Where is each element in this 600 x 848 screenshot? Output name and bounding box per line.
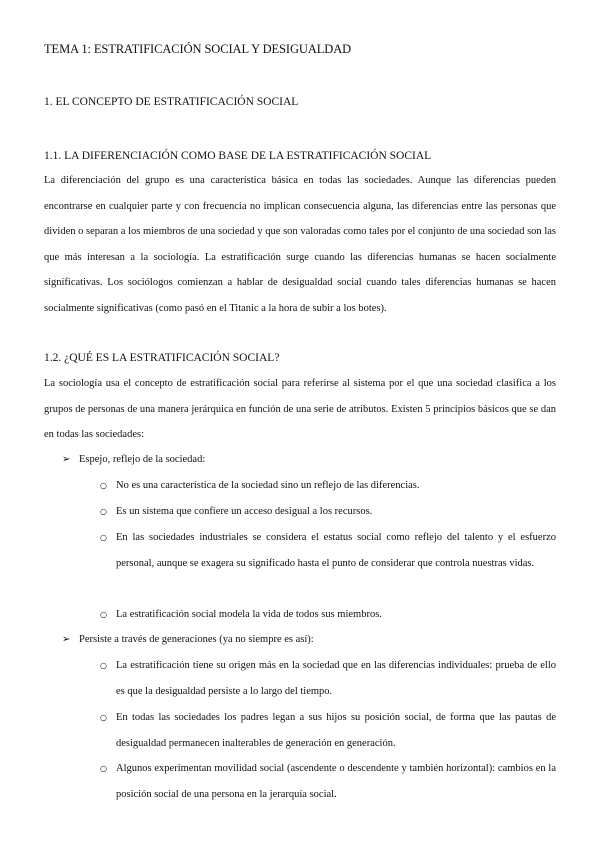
principle-label: Persiste a través de generaciones (ya no siempre es así): [79,634,314,645]
list-item-text: La estratificación social modela la vida de todos sus miembros. [116,609,382,620]
subsection-heading-1-1: 1.1. LA DIFERENCIACIÓN COMO BASE DE LA ESTRATIFICACIÓN SOCIAL [44,150,432,162]
list-item [100,653,556,704]
list-item-text: La estratificación tiene su origen más en la sociedad que en las diferencias individuales: prueba de ello es que la desigualdad persiste a lo largo del tiempo. [116,660,556,697]
document-title: TEMA 1: ESTRATIFICACIÓN SOCIAL Y DESIGUALDAD [44,42,352,56]
section-heading-1: 1. EL CONCEPTO DE ESTRATIFICACIÓN SOCIAL [44,96,299,108]
paragraph-diferenciacion: La diferenciación del grupo es una característica básica en todas las sociedades. Aunque las diferencias pueden encontrarse en cualquier parte y con frecuencia no implican consecuencia alguna, las diferencias entre las personas que dividen o separan a los miembros de una sociedad y que son valoradas como tales por el conjunto de una sociedad son las que más interesan a la sociología. La estratificación surge cuando las diferencias humanas se hacen socialmente significativas. Los sociólogos comienzan a hablar de desigualdad social cuando tales diferencias humanas se hacen socialmente significativas (como pasó en el Titanic a la hora de subir a los botes). [44,175,556,314]
circle-bullet-icon: ○ [100,507,107,516]
list-item-text: En todas las sociedades los padres legan a sus hijos su posición social, de forma que las pautas de desigualdad permanecen inalterables de generación en generación. [116,712,556,749]
principle-label: Espejo, reflejo de la sociedad: [79,454,206,465]
subsection-heading-1-2: 1.2. ¿QUÉ ES LA ESTRATIFICACIÓN SOCIAL? [44,352,280,364]
list-item [100,756,556,807]
list-item [100,499,556,525]
circle-bullet-icon: ○ [100,661,107,670]
list-item [100,525,556,576]
list-item-text: Algunos experimentan movilidad social (ascendente o descendente y también horizontal): cambios en la posición social de una persona en la jerarquía social. [116,763,556,800]
circle-bullet-icon: ○ [100,610,107,619]
list-item [100,705,556,756]
principle-item [62,627,556,653]
list-item-text: Es un sistema que confiere un acceso desigual a los recursos. [116,506,373,517]
circle-bullet-icon: ○ [100,533,107,542]
arrow-bullet-icon: ➢ [62,454,71,465]
circle-bullet-icon: ○ [100,713,107,722]
circle-bullet-icon: ○ [100,764,107,773]
circle-bullet-icon: ○ [100,481,107,490]
list-item [100,473,556,499]
list-item-text: En las sociedades industriales se considera el estatus social como reflejo del talento y el esfuerzo personal, aunque se exagera su significado hasta el punto de considerar que controla nuestras vidas. [116,532,556,569]
paragraph-estratificacion: La sociología usa el concepto de estratificación social para referirse al sistema por el que una sociedad clasifica a los grupos de personas de una manera jerárquica en función de una serie de atributos. Existen 5 principios básicos que se dan en todas las sociedades: [44,378,556,440]
list-item [100,602,556,628]
principle-item [62,447,556,473]
list-item-text: No es una característica de la sociedad sino un reflejo de las diferencias. [116,480,420,491]
arrow-bullet-icon: ➢ [62,634,71,645]
